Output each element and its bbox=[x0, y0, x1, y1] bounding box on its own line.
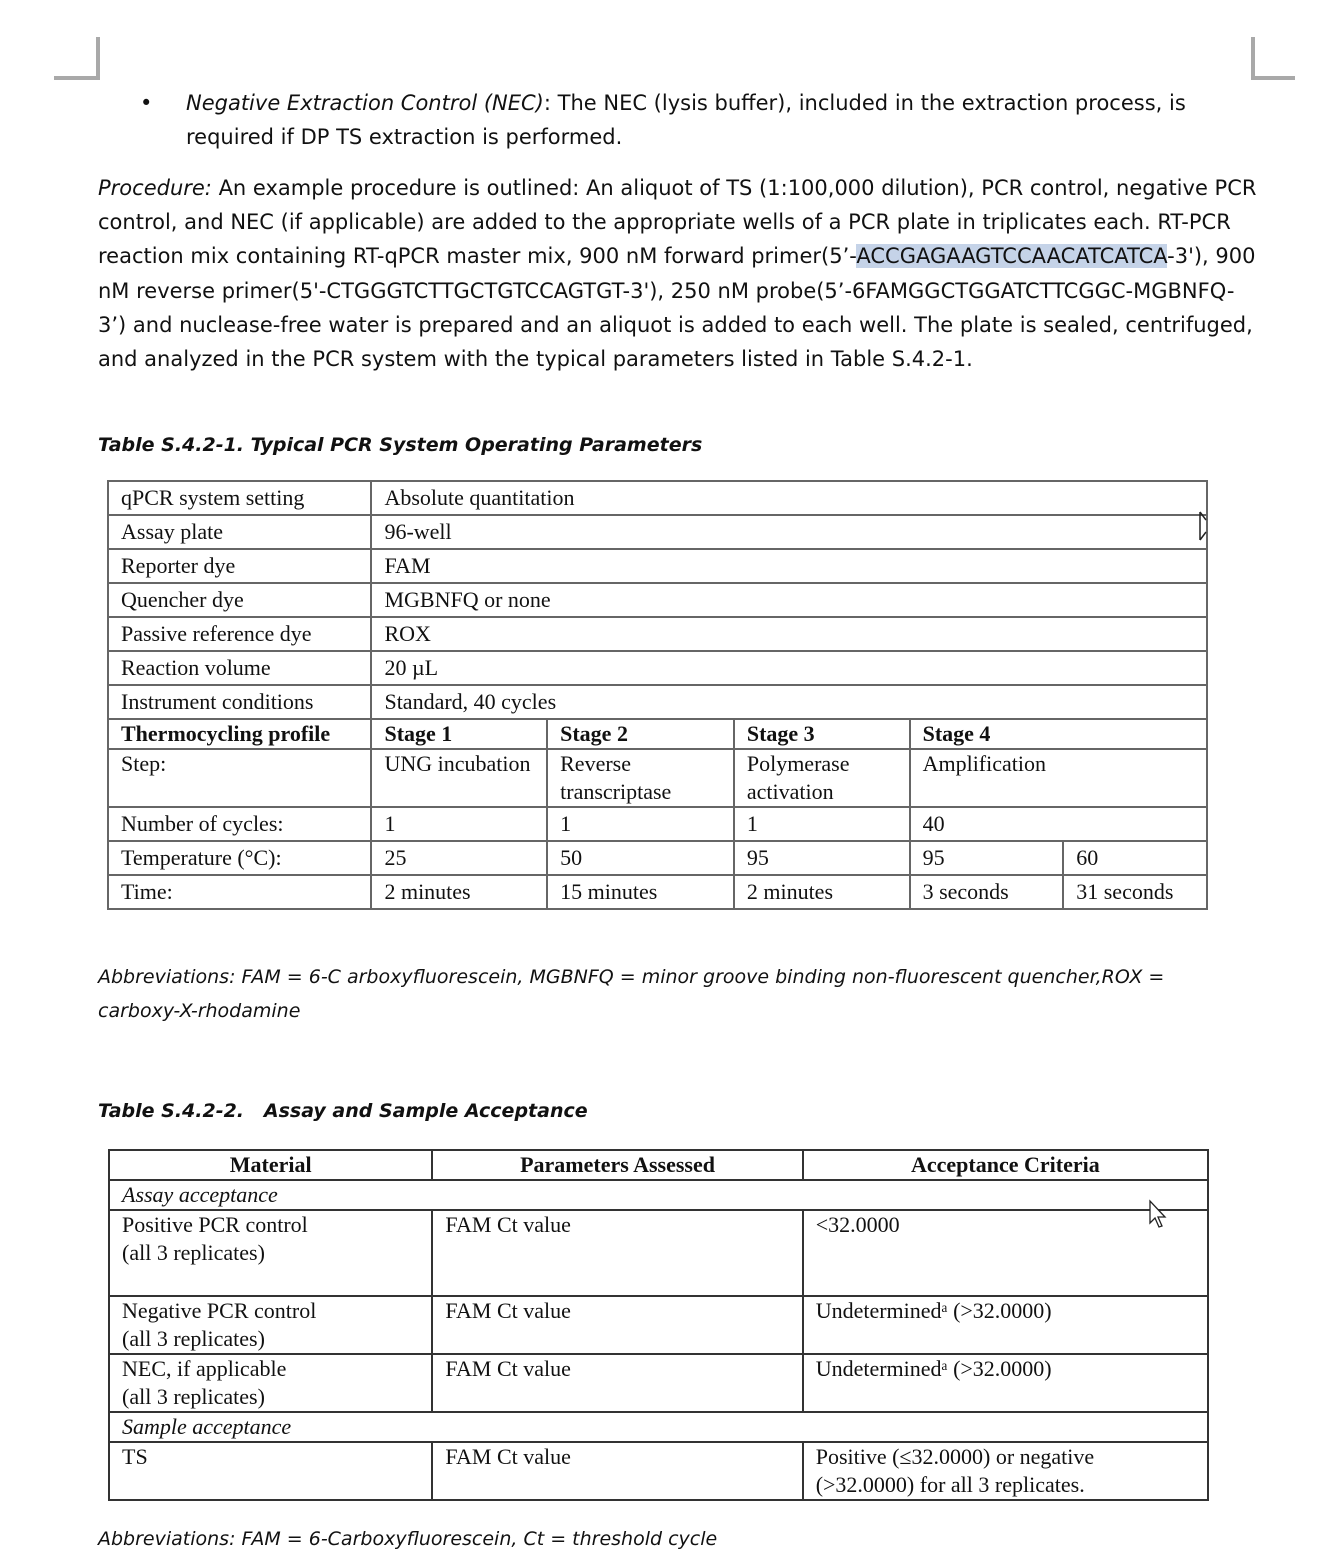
material-cell bbox=[109, 1210, 432, 1296]
resize-cursor-icon bbox=[1198, 510, 1214, 542]
temp-cell: 50 bbox=[547, 841, 734, 875]
step-cell: UNG incubation bbox=[371, 749, 547, 807]
table-row bbox=[108, 651, 1207, 685]
row-label: Number of cycles: bbox=[108, 807, 371, 841]
time-cell: 3 seconds bbox=[910, 875, 1064, 909]
table-row bbox=[109, 1296, 1208, 1354]
row-value: MGBNFQ or none bbox=[371, 583, 1207, 617]
cycles-cell: 1 bbox=[734, 807, 910, 841]
thermo-header-row bbox=[108, 719, 1207, 749]
row-label: Time: bbox=[108, 875, 371, 909]
procedure-paragraph[interactable] bbox=[98, 171, 1258, 376]
pcr-parameters-table bbox=[107, 480, 1208, 910]
material-cell bbox=[109, 1354, 432, 1412]
page-corner-mark-top-right bbox=[1251, 37, 1295, 80]
bullet-nec bbox=[140, 86, 1260, 154]
thermo-temp-row bbox=[108, 841, 1207, 875]
criteria-cell: Undeterminedᵃ (>32.0000) bbox=[803, 1354, 1208, 1412]
column-header-criteria: Acceptance Criteria bbox=[803, 1150, 1208, 1180]
section-label: Assay acceptance bbox=[109, 1180, 1208, 1210]
temp-cell: 95 bbox=[734, 841, 910, 875]
row-value: FAM bbox=[371, 549, 1207, 583]
parameter-cell: FAM Ct value bbox=[432, 1442, 802, 1500]
material-note: (all 3 replicates) bbox=[122, 1384, 265, 1409]
table-row bbox=[108, 549, 1207, 583]
table-row bbox=[109, 1442, 1208, 1500]
procedure-text-2: -3'), 900 nM reverse primer(5'-CTGGGTCTTGCTGTCCAGTGT-3'), 250 nM probe(5’-6FAMGGCTGGATCTTCGGC-MGBNFQ-3’) and nuclease-free water is prepared and an aliquot is added to each well. The plate is sealed, centrifuged, and analyzed in the PCR system with the typical parameters listed in Table S.4.2-1. bbox=[98, 244, 1256, 372]
row-value: 20 µL bbox=[371, 651, 1207, 685]
row-label: Reaction volume bbox=[108, 651, 371, 685]
procedure-text-1: An example procedure is outlined: An aliquot of TS (1:100,000 dilution), PCR control, negative PCR control, and NEC (if applicable) are added to the appropriate wells of a PCR plate in triplicates each. RT-PCR reaction mix containing RT-qPCR master mix, 900 nM forward primer(5’- bbox=[98, 176, 1257, 269]
parameter-cell: FAM Ct value bbox=[432, 1354, 802, 1412]
row-value: 96-well bbox=[371, 515, 1207, 549]
table-row bbox=[108, 583, 1207, 617]
cycles-cell: 1 bbox=[371, 807, 547, 841]
material-name: Negative PCR control bbox=[122, 1298, 317, 1323]
bullet-term: Negative Extraction Control (NEC) bbox=[186, 91, 544, 115]
parameter-cell: FAM Ct value bbox=[432, 1296, 802, 1354]
table-header-row bbox=[109, 1150, 1208, 1180]
thermo-cycles-row bbox=[108, 807, 1207, 841]
time-cell: 31 seconds bbox=[1063, 875, 1207, 909]
criteria-cell: Positive (≤32.0000) or negative (>32.0000) for all 3 replicates. bbox=[803, 1442, 1208, 1500]
table-row bbox=[108, 617, 1207, 651]
material-note: (all 3 replicates) bbox=[122, 1240, 265, 1265]
table-row bbox=[108, 685, 1207, 719]
row-label: Instrument conditions bbox=[108, 685, 371, 719]
row-label: Assay plate bbox=[108, 515, 371, 549]
material-cell: TS bbox=[109, 1442, 432, 1500]
table-row bbox=[108, 515, 1207, 549]
bullet-icon: • bbox=[140, 91, 153, 115]
stage-header: Stage 4 bbox=[910, 719, 1207, 749]
cycles-cell: 1 bbox=[547, 807, 734, 841]
selected-text-highlight[interactable]: ACCGAGAAGTCCAACATCATCA bbox=[856, 244, 1168, 269]
time-cell: 2 minutes bbox=[734, 875, 910, 909]
mouse-pointer-icon bbox=[1148, 1199, 1172, 1233]
row-value: Standard, 40 cycles bbox=[371, 685, 1207, 719]
temp-cell: 95 bbox=[910, 841, 1064, 875]
table1-abbreviations: Abbreviations: FAM = 6-C arboxyfluorescein, MGBNFQ = minor groove binding non-fluorescent quencher,ROX = carboxy-X-rhodamine bbox=[98, 966, 1165, 1022]
row-label: Temperature (°C): bbox=[108, 841, 371, 875]
material-cell bbox=[109, 1296, 432, 1354]
page-corner-mark-top-left bbox=[54, 37, 100, 80]
criteria-cell: Undeterminedᵃ (>32.0000) bbox=[803, 1296, 1208, 1354]
row-value: Absolute quantitation bbox=[371, 481, 1207, 515]
thermo-time-row bbox=[108, 875, 1207, 909]
column-header-parameters: Parameters Assessed bbox=[432, 1150, 802, 1180]
bullet-body: : The NEC (lysis buffer), included in the extraction process, is required if DP TS extraction is performed. bbox=[186, 91, 1186, 149]
thermo-header: Thermocycling profile bbox=[108, 719, 371, 749]
bullet-text bbox=[186, 86, 1260, 154]
criteria-cell: <32.0000 bbox=[803, 1210, 1208, 1296]
table2-abbreviations: Abbreviations: FAM = 6-Carboxyfluorescein, Ct = threshold cycle bbox=[98, 1528, 718, 1550]
section-row-sample bbox=[109, 1412, 1208, 1442]
step-cell: Polymerase activation bbox=[734, 749, 910, 807]
step-cell: Amplification bbox=[910, 749, 1207, 807]
stage-header: Stage 3 bbox=[734, 719, 910, 749]
procedure-label: Procedure: bbox=[98, 176, 212, 200]
section-row-assay bbox=[109, 1180, 1208, 1210]
material-name: Positive PCR control bbox=[122, 1212, 308, 1237]
time-cell: 2 minutes bbox=[371, 875, 547, 909]
table-row bbox=[109, 1354, 1208, 1412]
row-label: Quencher dye bbox=[108, 583, 371, 617]
table1-caption: Table S.4.2-1. Typical PCR System Operating Parameters bbox=[98, 434, 703, 456]
time-cell: 15 minutes bbox=[547, 875, 734, 909]
table-row bbox=[108, 481, 1207, 515]
temp-cell: 60 bbox=[1063, 841, 1207, 875]
stage-header: Stage 2 bbox=[547, 719, 734, 749]
material-name: NEC, if applicable bbox=[122, 1356, 287, 1381]
section-label: Sample acceptance bbox=[109, 1412, 1208, 1442]
stage-header: Stage 1 bbox=[371, 719, 547, 749]
row-label: qPCR system setting bbox=[108, 481, 371, 515]
acceptance-table bbox=[108, 1149, 1209, 1501]
step-cell: Reverse transcriptase bbox=[547, 749, 734, 807]
cycles-cell: 40 bbox=[910, 807, 1207, 841]
row-value: ROX bbox=[371, 617, 1207, 651]
column-header-material: Material bbox=[109, 1150, 432, 1180]
table2-caption: Table S.4.2-2. Assay and Sample Acceptance bbox=[98, 1100, 588, 1122]
row-label: Reporter dye bbox=[108, 549, 371, 583]
material-note: (all 3 replicates) bbox=[122, 1326, 265, 1351]
thermo-step-row bbox=[108, 749, 1207, 807]
row-label: Step: bbox=[108, 749, 371, 807]
temp-cell: 25 bbox=[371, 841, 547, 875]
table-row bbox=[109, 1210, 1208, 1296]
row-label: Passive reference dye bbox=[108, 617, 371, 651]
parameter-cell: FAM Ct value bbox=[432, 1210, 802, 1296]
